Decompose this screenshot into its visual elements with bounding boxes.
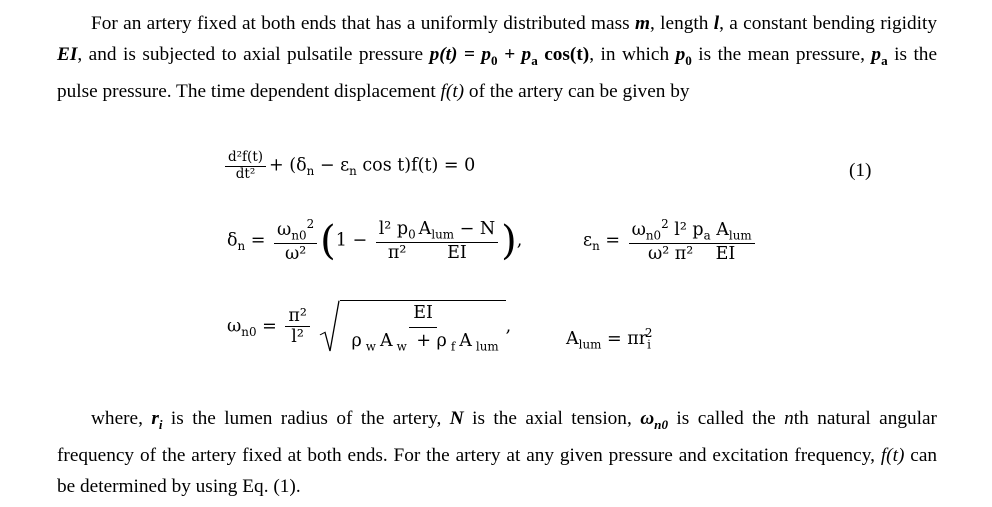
subscript: lum (728, 228, 752, 243)
closing-paragraph (57, 403, 937, 503)
math-text: l² p (668, 219, 704, 240)
subscript: lum (578, 337, 602, 352)
subscript: 0 (408, 227, 416, 242)
intro-paragraph (57, 8, 937, 108)
math-text: + (δ (269, 155, 307, 176)
fraction (629, 218, 755, 264)
subscript: f (450, 339, 456, 354)
math-text: cos t)f(t) = 0 (356, 155, 476, 176)
subscript: i (647, 337, 651, 352)
subscript: 0 (685, 53, 692, 69)
subscript: 0 (491, 53, 498, 69)
fraction-numerator: $\omega_{n0}^2$ l² $p_a$ $A_{lum}$ (629, 218, 755, 244)
subscript: n0 (241, 324, 257, 339)
text-span: For an artery fixed at both ends that has a uniformly distributed mass (91, 13, 635, 34)
text-span: is the pulse pressure. The time dependent displacement (57, 44, 937, 103)
fraction (376, 219, 419, 263)
subscript: n (306, 164, 315, 179)
symbol-l: l (713, 13, 720, 34)
pressure-expression: cos(t) (537, 44, 590, 66)
fraction-denominator: l² (291, 327, 304, 348)
subscript: i (158, 416, 163, 432)
math-text: + ρ (410, 331, 447, 351)
math-text: EI (715, 244, 736, 265)
fraction-numerator: π² (285, 306, 310, 327)
fraction-denominator (645, 244, 738, 264)
symbol-p0: p (675, 44, 686, 66)
fraction-denominator (343, 331, 502, 354)
math-text: ω (631, 219, 646, 240)
math-text: A (459, 331, 472, 351)
radical-sign (318, 300, 340, 354)
fraction-numerator (376, 219, 419, 243)
symbol-n: n (784, 408, 794, 429)
radicand (340, 300, 505, 354)
text-span: th natural angular frequency of the artery fixed at both ends. For the artery at any given pressure and excitation frequency, (57, 408, 937, 467)
fraction-numerator: EI (409, 303, 437, 328)
symbol-ri: r (151, 408, 159, 429)
subscript: n (237, 239, 246, 254)
symbol-EI: EI (57, 44, 78, 66)
fraction (225, 150, 266, 182)
comma: , (516, 230, 523, 251)
equation-1 (222, 150, 475, 182)
fraction-denominator: dt² (235, 165, 256, 182)
subscript: a (881, 53, 888, 69)
intro-text (57, 13, 937, 102)
subscript: n (349, 164, 357, 179)
math-text: A (418, 218, 432, 239)
text-span: is the axial tension, (463, 408, 641, 429)
fraction-denominator: EI (447, 243, 467, 264)
text-span: can be determined by using Eq. (1). (57, 445, 938, 498)
subscript: n0 (654, 416, 669, 432)
symbol-pa: p (871, 44, 882, 66)
fraction-denominator: π² (387, 243, 407, 264)
math-text: ω (227, 316, 242, 337)
math-text: δ (227, 230, 238, 251)
text-span: where, (91, 408, 152, 429)
symbol-N: N (449, 408, 464, 429)
math-text: A (710, 219, 729, 240)
subscript: lum (475, 339, 499, 354)
text-span: is called the (668, 408, 785, 429)
fraction-numerator (416, 219, 499, 243)
math-text: ω² π² (647, 244, 694, 265)
fraction (285, 306, 310, 347)
subscript: n0 (645, 228, 662, 243)
symbol-omega-n0: ω (640, 408, 655, 429)
equation-delta-n: $\delta_n$ = $\frac{\omega_{n0}^2}{\text{ω²}}$ (1 − $\frac{l^2 p_0}{\text{π²}}$ $A_{lum} - N$ EI ), (227, 217, 523, 265)
math-text: l² p (378, 218, 409, 239)
equation-epsilon-n (583, 218, 758, 264)
math-text: ε (583, 230, 593, 251)
equals-sign: = (262, 316, 277, 337)
equation-number: (1) (849, 160, 872, 181)
math-text: − N (454, 218, 496, 239)
equation-omega-n0 (227, 300, 511, 354)
text-span: is the lumen radius of the artery, (162, 408, 450, 429)
text-span: is the mean pressure, (691, 44, 872, 66)
subscript: n (592, 239, 600, 254)
comma: , (505, 316, 512, 337)
closing-text (57, 408, 937, 497)
subscript: a (531, 53, 538, 69)
text-span: , a constant bending rigidity (719, 13, 937, 34)
symbol-m: m (634, 13, 650, 34)
fraction-denominator: ω² (284, 244, 307, 265)
math-text: A (566, 328, 579, 349)
math-text: ω (277, 219, 292, 240)
subscript: a (703, 228, 711, 243)
pressure-expression: + p (497, 44, 532, 66)
symbol-ft: f(t) (440, 81, 465, 103)
square-root (318, 300, 505, 354)
math-text: A (379, 331, 393, 351)
pressure-expression: p(t) = p (429, 44, 492, 66)
superscript: 2 (644, 326, 653, 340)
text-span: , and is subjected to axial pulsatile pressure (77, 44, 430, 66)
fraction-numerator: $\omega_{n0}^2$ (274, 218, 317, 244)
symbol-ft: f(t) (880, 445, 905, 467)
subscript: lum (431, 227, 455, 242)
subscript: w (365, 339, 376, 354)
fraction (416, 219, 499, 263)
subscript: w (396, 339, 407, 354)
math-text: − ε (314, 155, 350, 176)
text-span: , in which (589, 44, 676, 66)
math-text: = πr (606, 328, 648, 349)
math-text: ρ (351, 331, 362, 351)
text-span: of the artery can be given by (464, 81, 690, 103)
subscript: n0 (291, 228, 307, 243)
equation-a-lum (566, 326, 652, 351)
equals-sign: = (605, 230, 620, 251)
text-span: , length (649, 13, 714, 34)
fraction (274, 218, 317, 264)
fraction-numerator: d²f(t) (225, 150, 266, 167)
equals-sign: = (250, 230, 266, 251)
math-text: 1 − (335, 230, 368, 251)
